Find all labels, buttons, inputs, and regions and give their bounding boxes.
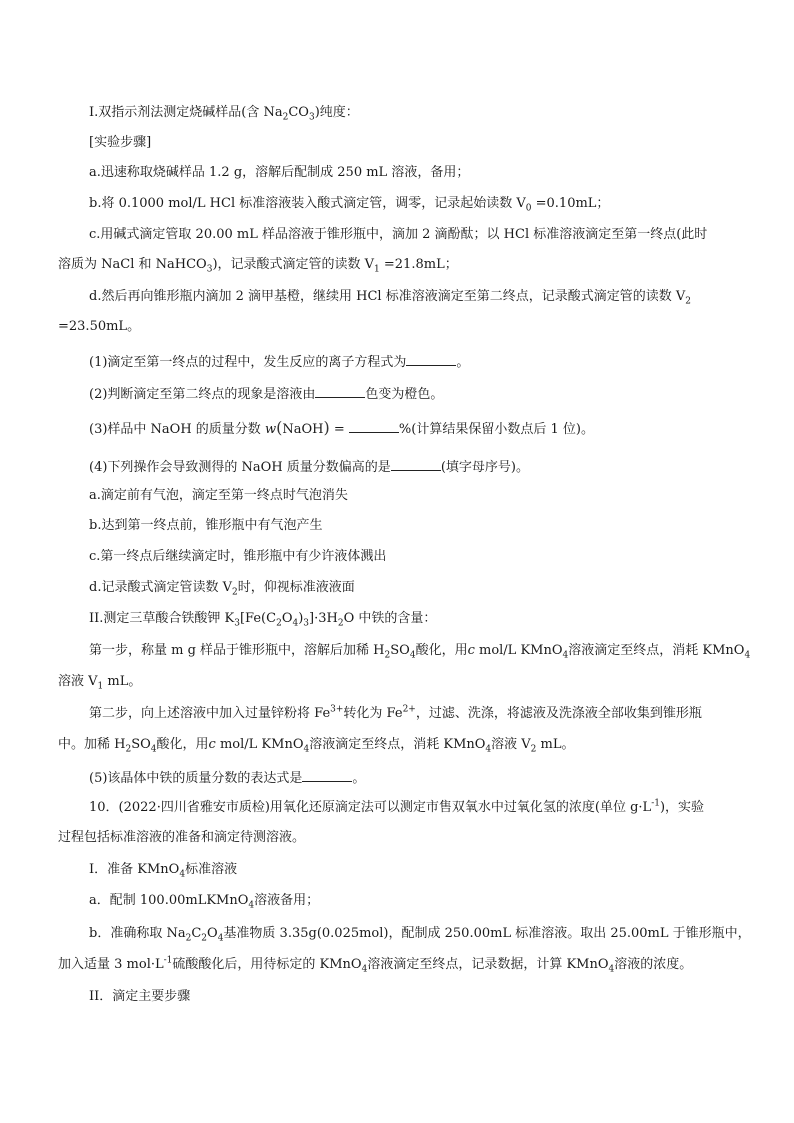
- subsection-prepare: I．准备 KMnO$_4$标准溶液: [89, 862, 238, 880]
- question-10-line2: 过程包括标准溶液的准备和滴定待测溶液。: [58, 830, 306, 845]
- question-5: (5)该晶体中铁的质量分数的表达式是 。: [89, 767, 365, 788]
- option-b: b.达到第一终点前，锥形瓶中有气泡产生: [89, 518, 323, 533]
- experiment-steps-heading: [实验步骤]: [89, 135, 152, 150]
- question-2: (2)判断滴定至第二终点的现象是溶液由 色变为橙色。: [89, 383, 443, 404]
- step-c-line2: 溶质为 NaCl 和 NaHCO$_3$)，记录酸式滴定管的读数 $V_1 =21.8mL$；: [58, 257, 458, 275]
- prepare-step-a: a．配制 100.00mLKMnO$_4$溶液备用；: [89, 893, 320, 911]
- step-one-line2: 溶液 $V_1$ mL。: [58, 674, 142, 692]
- step-d-line1: d.然后再向锥形瓶内滴加 2 滴甲基橙，继续用 HCl 标准溶液滴定至第二终点，记录酸式滴定管的读数 $V_2$: [89, 289, 691, 307]
- step-one-line1: 第一步，称量 m g 样品于锥形瓶中，溶解后加稀 $H_2SO_4$酸化，用c mol/L KMnO$_4$溶液滴定至终点，消耗 KMnO$_4$: [89, 643, 751, 661]
- section-2-title: II.测定三草酸合铁酸钾 $K_3[Fe(C_2O_4)_3]\cdot 3H_2O$ 中铁的含量：: [89, 611, 437, 629]
- step-two-line1: 第二步，向上述溶液中加入过量锌粉将 $Fe^{3+}$转化为 $Fe^{2+}$，过滤、洗涤，将滤液及洗涤液全部收集到锥形瓶: [89, 704, 702, 721]
- answer-blank[interactable]: [391, 456, 441, 471]
- answer-blank[interactable]: [302, 767, 352, 782]
- question-10-line1: 10．(2022·四川省雅安市质检)用氧化还原滴定法可以测定市售双氧水中过氧化氢的浓度(单位 $g\cdot L^{-1}$)，实验: [89, 798, 705, 815]
- option-c: c.第一终点后继续滴定时，锥形瓶中有少许液体溅出: [89, 549, 387, 564]
- answer-blank[interactable]: [315, 383, 365, 398]
- answer-blank[interactable]: [406, 351, 456, 366]
- step-d-line2: =23.50mL。: [58, 319, 141, 334]
- question-3: (3)样品中 NaOH 的质量分数 w(NaOH) = %(计算结果保留小数点后 1 位)。: [89, 418, 594, 437]
- prepare-step-b-line2: 加入适量 3 $mol\cdot L^{-1}$硫酸酸化后，用待标定的 KMnO$_4$溶液滴定至终点，记录数据，计算 KMnO$_4$溶液的浓度。: [58, 955, 693, 975]
- prepare-step-b-line1: b．准确称取 $Na_2C_2O_4$基准物质 3.35g(0.025mol)，配制成 250.00mL 标准溶液。取出 25.00mL 于锥形瓶中，: [89, 926, 751, 944]
- question-1: (1)滴定至第一终点的过程中，发生反应的离子方程式为 。: [89, 351, 469, 372]
- step-b: b.将 0.1000 mol/L HCl 标准溶液装入酸式滴定管，调零，记录起始读数 $V_0 =0.10mL$；: [89, 196, 610, 214]
- subsection-titration: II．滴定主要步骤: [89, 989, 191, 1004]
- option-d: d.记录酸式滴定管读数 $V_2$时，仰视标准液液面: [89, 580, 355, 598]
- answer-blank[interactable]: [349, 418, 399, 433]
- step-a: a.迅速称取烧碱样品 1.2 g，溶解后配制成 250 mL 溶液，备用；: [89, 165, 470, 180]
- step-c-line1: c.用碱式滴定管取 20.00 mL 样品溶液于锥形瓶中，滴加 2 滴酚酞；以 HCl 标准溶液滴定至第一终点(此时: [89, 227, 708, 242]
- question-4: (4)下列操作会导致测得的 NaOH 质量分数偏高的是 (填字母序号)。: [89, 456, 529, 477]
- option-a: a.滴定前有气泡，滴定至第一终点时气泡消失: [89, 488, 348, 503]
- section-1-title: I.双指示剂法测定烧碱样品(含 $Na_2CO_3$)纯度：: [89, 105, 359, 123]
- step-two-line2: 中。加稀 $H_2SO_4$酸化，用c mol/L KMnO$_4$溶液滴定至终点，消耗 KMnO$_4$溶液 $V_2$ mL。: [58, 737, 575, 755]
